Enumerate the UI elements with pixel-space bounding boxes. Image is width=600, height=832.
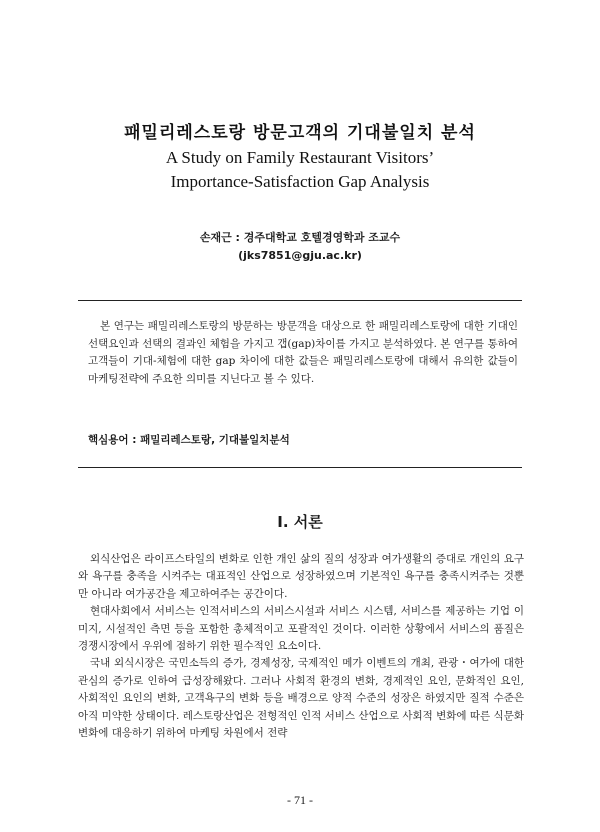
abstract-top-rule	[78, 300, 522, 301]
paper-title-english-line-1: A Study on Family Restaurant Visitors’	[165, 148, 435, 167]
author-email: (jks7851@gju.ac.kr)	[238, 249, 362, 262]
keywords: 핵심용어 : 패밀리레스토랑, 기대불일치분석	[88, 434, 290, 446]
abstract-text: 본 연구는 패밀리레스토랑의 방문하는 방문객을 대상으로 한 패밀리레스토랑에 대한 기대인 선택요인과 선택의 결과인 체험을 가지고 갭(gap)차이를 가지고 분석하였다. 본 연구를 통하여 고객들이 기대-체험에 대한 gap 차이에 대한 값들은 패밀리레스토랑에 대해서 유의한 값들이 마케팅전략에 주요한 의미를 지닌다고 볼 수 있다.	[88, 320, 518, 385]
body-paragraph: 외식산업은 라이프스타일의 변화로 인한 개인 삶의 질의 성장과 여가생활의 증대로 개인의 요구와 욕구를 충족을 시켜주는 대표적인 산업으로 성장하였으며 기본적인 욕구를 충족시켜주는 것뿐만 아니라 여가공간을 제고하여주는 공간이다.	[78, 553, 524, 600]
author-line: 손재근 : 경주대학교 호텔경영학과 조교수	[199, 231, 401, 244]
abstract-bottom-rule	[78, 467, 522, 468]
abstract	[88, 318, 518, 388]
body-paragraph: 현대사회에서 서비스는 인적서비스의 서비스시설과 서비스 시스템, 서비스를 제공하는 기업 이미지, 시설적인 측면 등을 포함한 총체적이고 포괄적인 것이다. 이러한 상황에서 서비스의 품질은 경쟁시장에서 우위에 점하기 위한 필수적인 요소이다.	[78, 605, 524, 653]
paper-title-english-line-2: Importance-Satisfaction Gap Analysis	[170, 172, 430, 191]
body-paragraph: 국내 외식시장은 국민소득의 증가, 경제성장, 국제적인 메가 이벤트의 개최, 관광・여가에 대한 관심의 증가로 인하여 급성장해왔다. 그러나 사회적 환경의 변화, 경제적인 요인, 문화적인 요인, 사회적인 요인의 변화, 고객욕구의 변화 등을 배경으로 양적 수준의 성장은 하였지만 질적 수준은 아직 미약한 상태이다. 레스토랑산업은 전형적인 인적 서비스 산업으로 사회적 변화에 따른 식문화 변화에 대응하기 위하여 마케팅 차원에서 전략	[78, 657, 524, 740]
page-number: - 71 -	[287, 793, 313, 807]
paper-title-korean: 패밀리레스토랑 방문고객의 기대불일치 분석	[124, 123, 476, 143]
section-heading-introduction: Ⅰ. 서론	[277, 513, 323, 531]
body-text	[78, 551, 524, 742]
